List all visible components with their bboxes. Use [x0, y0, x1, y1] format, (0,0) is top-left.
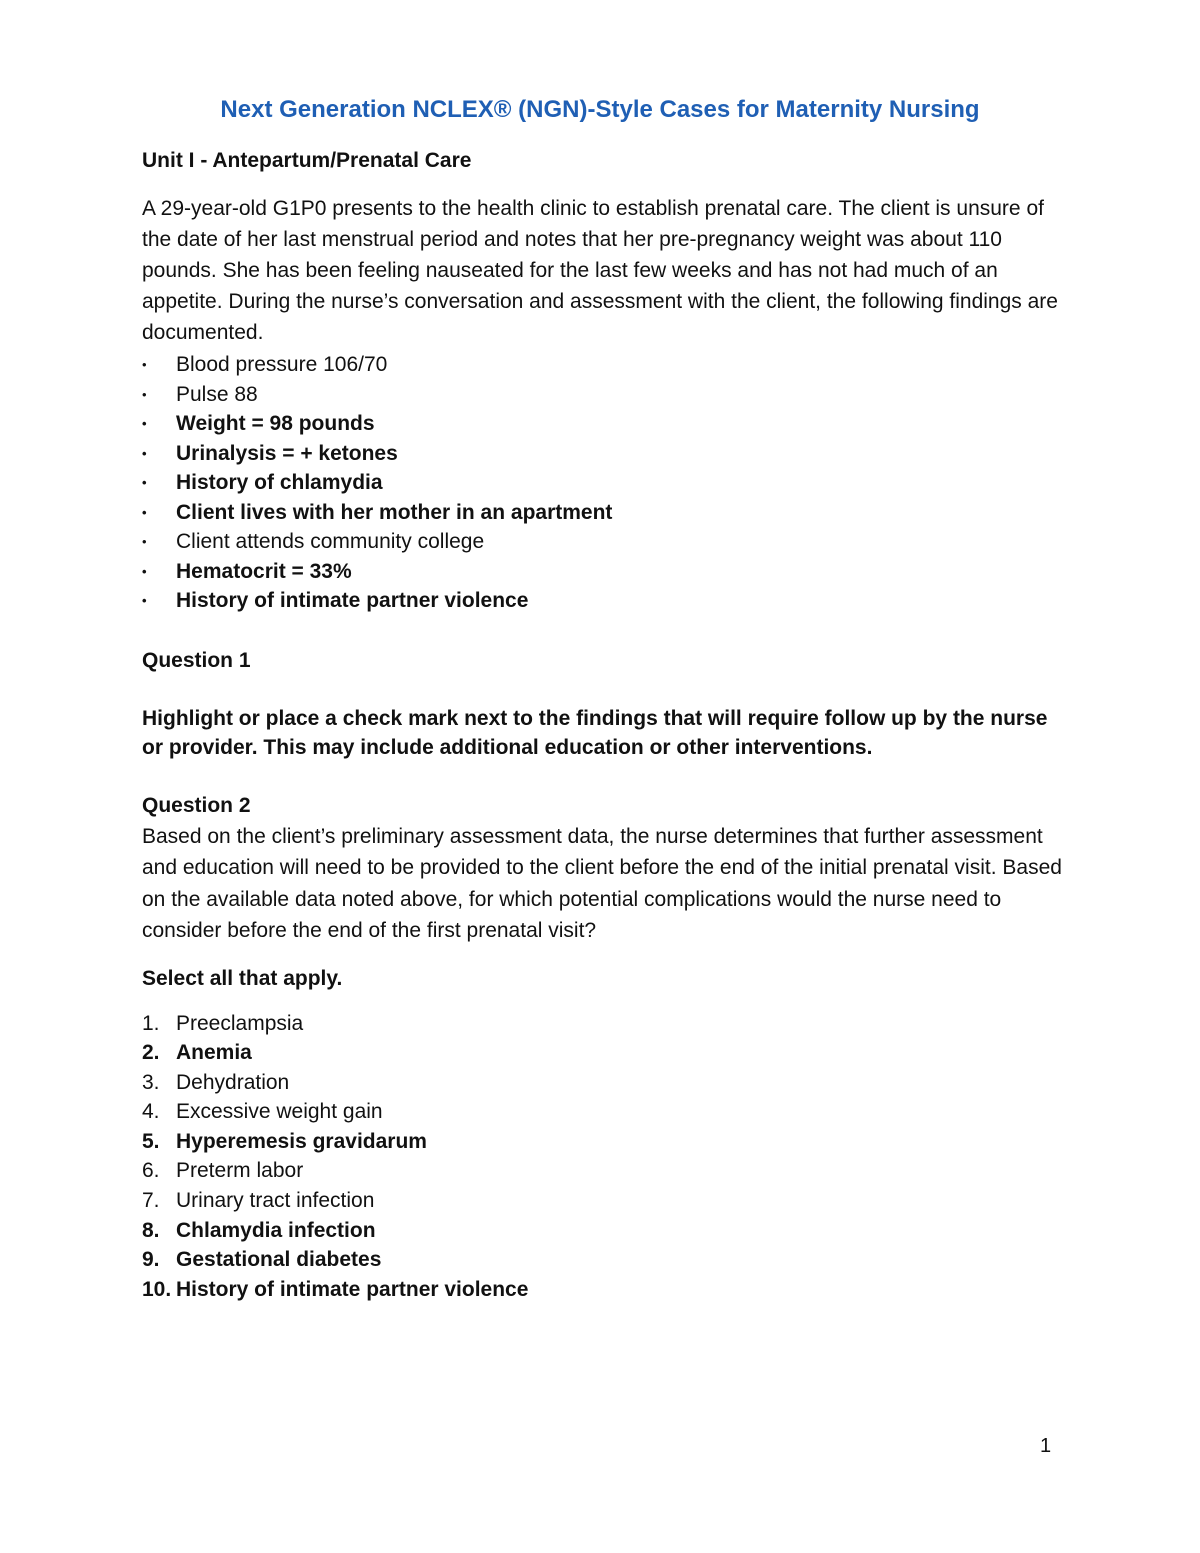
answer-option — [142, 1068, 1067, 1098]
option-number: 4. — [142, 1100, 160, 1124]
document-body — [142, 145, 1067, 1304]
answer-option — [142, 1156, 1067, 1186]
answer-option — [142, 1009, 1067, 1039]
finding-item — [142, 586, 1067, 616]
select-all-instruction: Select all that apply. — [142, 966, 343, 990]
answer-option — [142, 1245, 1067, 1275]
page-number: 1 — [1040, 1435, 1052, 1457]
bullet-icon: • — [142, 475, 147, 490]
question-1-text: Highlight or place a check mark next to the findings that will require follow up by the nurse or provider. This may include additional education or other interventions. — [142, 706, 1048, 759]
question-2-heading: Question 2 — [142, 793, 251, 817]
answer-option — [142, 1186, 1067, 1216]
option-number: 2. — [142, 1041, 160, 1065]
finding-item — [142, 527, 1067, 557]
finding-item — [142, 557, 1067, 587]
findings-list — [142, 350, 1067, 616]
answer-option — [142, 1097, 1067, 1127]
answer-option — [142, 1216, 1067, 1246]
bullet-icon: • — [142, 386, 147, 402]
option-number: 5. — [142, 1129, 160, 1153]
option-number: 8. — [142, 1218, 160, 1242]
question-1-heading: Question 1 — [142, 648, 251, 672]
option-number: 1. — [142, 1011, 160, 1035]
question-2-text: Based on the client’s preliminary assessment data, the nurse determines that further assessment and education will need to be provided to the client before the end of the initial prenatal visit. Based on the available data noted above, for which potential complications would the nurse need to consider before the end of the first prenatal visit? — [142, 824, 1062, 942]
answer-option — [142, 1038, 1067, 1068]
option-text: Preterm labor — [176, 1159, 304, 1183]
option-text: Urinary tract infection — [176, 1189, 375, 1213]
option-number: 3. — [142, 1070, 160, 1094]
option-text: Hyperemesis gravidarum — [176, 1129, 427, 1153]
bullet-icon: • — [142, 593, 147, 608]
answer-option — [142, 1275, 1067, 1305]
answer-option — [142, 1127, 1067, 1157]
answer-options-list — [142, 1009, 1067, 1305]
finding-item — [142, 409, 1067, 439]
finding-item — [142, 498, 1067, 528]
finding-text: Client attends community college — [176, 530, 485, 553]
option-text: History of intimate partner violence — [176, 1277, 529, 1301]
finding-text: Pulse 88 — [176, 382, 258, 406]
option-text: Dehydration — [176, 1070, 290, 1094]
option-text: Preeclampsia — [176, 1011, 304, 1035]
finding-item — [142, 350, 1067, 380]
case-description: A 29-year-old G1P0 presents to the health clinic to establish prenatal care. The client is unsure of the date of her last menstrual period and notes that her pre-pregnancy weight was about 110 pounds. She has been feeling nauseated for the last few weeks and has not had much of an appetite. During the nurse’s conversation and assessment with the client, the following findings are documented. — [142, 197, 1058, 344]
finding-item — [142, 380, 1067, 410]
option-number: 9. — [142, 1248, 160, 1272]
option-number: 6. — [142, 1159, 160, 1183]
option-number: 7. — [142, 1189, 160, 1213]
finding-item — [142, 439, 1067, 469]
finding-text: History of chlamydia — [176, 471, 383, 494]
finding-item — [142, 468, 1067, 498]
finding-text: Hematocrit = 33% — [176, 559, 352, 583]
unit-heading: Unit I - Antepartum/Prenatal Care — [142, 149, 472, 172]
bullet-icon: • — [142, 534, 147, 549]
option-text: Chlamydia infection — [176, 1218, 376, 1242]
option-text: Excessive weight gain — [176, 1100, 383, 1124]
bullet-icon: • — [142, 445, 147, 461]
document-title: Next Generation NCLEX® (NGN)-Style Cases for Maternity Nursing — [220, 96, 980, 123]
option-number: 10. — [142, 1277, 172, 1301]
option-text: Anemia — [176, 1041, 252, 1065]
bullet-icon: • — [142, 563, 147, 579]
finding-text: Weight = 98 pounds — [176, 412, 375, 435]
finding-text: Urinalysis = + ketones — [176, 441, 398, 465]
finding-text: History of intimate partner violence — [176, 589, 529, 612]
bullet-icon: • — [142, 504, 147, 520]
bullet-icon: • — [142, 357, 147, 372]
finding-text: Client lives with her mother in an apartment — [176, 500, 613, 524]
option-text: Gestational diabetes — [176, 1248, 382, 1272]
finding-text: Blood pressure 106/70 — [176, 353, 388, 376]
bullet-icon: • — [142, 416, 147, 431]
